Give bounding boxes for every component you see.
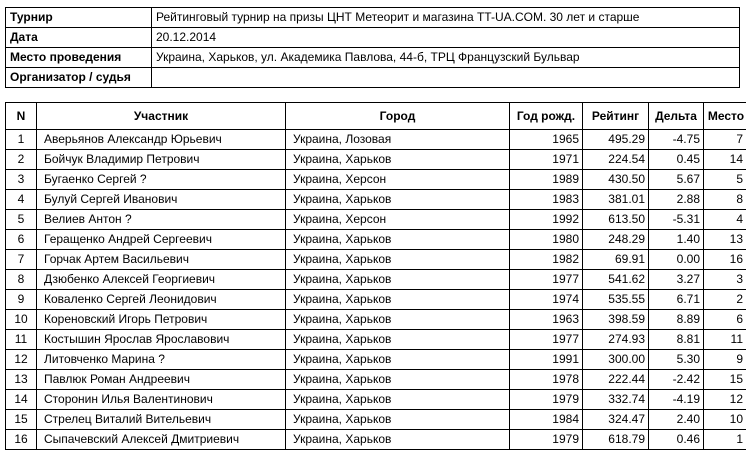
info-row-organizer bbox=[6, 68, 740, 88]
cell-rating: 69.91 bbox=[583, 250, 649, 270]
cell-rating: 618.79 bbox=[583, 430, 649, 450]
column-header-city: Город bbox=[286, 103, 510, 130]
cell-rating: 274.93 bbox=[583, 330, 649, 350]
cell-participant: Костышин Ярослав Ярославович bbox=[37, 330, 286, 350]
cell-birth-year: 1982 bbox=[510, 250, 583, 270]
cell-city: Украина, Харьков bbox=[286, 330, 510, 350]
column-header-place: Место bbox=[704, 103, 746, 130]
cell-city: Украина, Херсон bbox=[286, 170, 510, 190]
cell-number: 13 bbox=[6, 370, 37, 390]
info-label: Место проведения bbox=[6, 48, 152, 68]
cell-birth-year: 1977 bbox=[510, 270, 583, 290]
info-value: 20.12.2014 bbox=[152, 28, 740, 48]
cell-number: 16 bbox=[6, 430, 37, 450]
cell-number: 5 bbox=[6, 210, 37, 230]
cell-delta: 0.46 bbox=[649, 430, 704, 450]
column-header-birth-year: Год рожд. bbox=[510, 103, 583, 130]
cell-delta: 0.45 bbox=[649, 150, 704, 170]
cell-city: Украина, Харьков bbox=[286, 290, 510, 310]
table-row bbox=[6, 250, 746, 270]
cell-participant: Геращенко Андрей Сергеевич bbox=[37, 230, 286, 250]
cell-number: 15 bbox=[6, 410, 37, 430]
cell-place: 7 bbox=[704, 130, 746, 150]
cell-delta: 3.27 bbox=[649, 270, 704, 290]
table-row bbox=[6, 130, 746, 150]
cell-birth-year: 1980 bbox=[510, 230, 583, 250]
cell-city: Украина, Харьков bbox=[286, 150, 510, 170]
cell-delta: 8.89 bbox=[649, 310, 704, 330]
cell-birth-year: 1979 bbox=[510, 430, 583, 450]
cell-delta: 1.40 bbox=[649, 230, 704, 250]
cell-delta: 0.00 bbox=[649, 250, 704, 270]
cell-rating: 541.62 bbox=[583, 270, 649, 290]
cell-delta: 5.30 bbox=[649, 350, 704, 370]
cell-delta: 5.67 bbox=[649, 170, 704, 190]
cell-city: Украина, Харьков bbox=[286, 350, 510, 370]
cell-place: 13 bbox=[704, 230, 746, 250]
cell-city: Украина, Харьков bbox=[286, 230, 510, 250]
cell-place: 12 bbox=[704, 390, 746, 410]
cell-delta: -5.31 bbox=[649, 210, 704, 230]
cell-participant: Горчак Артем Васильевич bbox=[37, 250, 286, 270]
cell-rating: 430.50 bbox=[583, 170, 649, 190]
table-row bbox=[6, 290, 746, 310]
cell-participant: Сторонин Илья Валентинович bbox=[37, 390, 286, 410]
tournament-info-table bbox=[5, 7, 740, 88]
cell-city: Украина, Харьков bbox=[286, 310, 510, 330]
cell-number: 12 bbox=[6, 350, 37, 370]
cell-birth-year: 1984 bbox=[510, 410, 583, 430]
cell-place: 4 bbox=[704, 210, 746, 230]
cell-place: 16 bbox=[704, 250, 746, 270]
cell-participant: Велиев Антон ? bbox=[37, 210, 286, 230]
cell-number: 14 bbox=[6, 390, 37, 410]
cell-delta: -4.75 bbox=[649, 130, 704, 150]
results-body bbox=[6, 130, 746, 450]
cell-rating: 324.47 bbox=[583, 410, 649, 430]
table-row bbox=[6, 190, 746, 210]
cell-delta: 2.88 bbox=[649, 190, 704, 210]
info-row-date bbox=[6, 28, 740, 48]
cell-rating: 222.44 bbox=[583, 370, 649, 390]
cell-place: 9 bbox=[704, 350, 746, 370]
cell-city: Украина, Харьков bbox=[286, 410, 510, 430]
cell-delta: 8.81 bbox=[649, 330, 704, 350]
info-row-venue bbox=[6, 48, 740, 68]
cell-place: 14 bbox=[704, 150, 746, 170]
cell-city: Украина, Харьков bbox=[286, 250, 510, 270]
cell-participant: Булуй Сергей Иванович bbox=[37, 190, 286, 210]
cell-participant: Кореновский Игорь Петрович bbox=[37, 310, 286, 330]
table-row bbox=[6, 350, 746, 370]
table-row bbox=[6, 230, 746, 250]
cell-participant: Бойчук Владимир Петрович bbox=[37, 150, 286, 170]
cell-rating: 248.29 bbox=[583, 230, 649, 250]
cell-birth-year: 1979 bbox=[510, 390, 583, 410]
cell-birth-year: 1963 bbox=[510, 310, 583, 330]
column-header-rating: Рейтинг bbox=[583, 103, 649, 130]
column-header-delta: Дельта bbox=[649, 103, 704, 130]
info-row-tournament bbox=[6, 8, 740, 28]
cell-number: 10 bbox=[6, 310, 37, 330]
info-value bbox=[152, 68, 740, 88]
cell-delta: -4.19 bbox=[649, 390, 704, 410]
cell-number: 2 bbox=[6, 150, 37, 170]
cell-participant: Бугаенко Сергей ? bbox=[37, 170, 286, 190]
cell-rating: 381.01 bbox=[583, 190, 649, 210]
cell-number: 11 bbox=[6, 330, 37, 350]
table-row bbox=[6, 390, 746, 410]
cell-city: Украина, Харьков bbox=[286, 190, 510, 210]
cell-rating: 224.54 bbox=[583, 150, 649, 170]
cell-place: 2 bbox=[704, 290, 746, 310]
table-row bbox=[6, 410, 746, 430]
column-header-n: N bbox=[6, 103, 37, 130]
cell-birth-year: 1989 bbox=[510, 170, 583, 190]
cell-number: 4 bbox=[6, 190, 37, 210]
cell-number: 9 bbox=[6, 290, 37, 310]
info-label: Турнир bbox=[6, 8, 152, 28]
cell-delta: -2.42 bbox=[649, 370, 704, 390]
table-row bbox=[6, 430, 746, 450]
cell-rating: 300.00 bbox=[583, 350, 649, 370]
cell-place: 6 bbox=[704, 310, 746, 330]
cell-rating: 613.50 bbox=[583, 210, 649, 230]
results-header-row bbox=[6, 103, 746, 130]
cell-place: 8 bbox=[704, 190, 746, 210]
table-row bbox=[6, 270, 746, 290]
cell-participant: Стрелец Виталий Вительевич bbox=[37, 410, 286, 430]
cell-place: 3 bbox=[704, 270, 746, 290]
table-row bbox=[6, 210, 746, 230]
cell-birth-year: 1991 bbox=[510, 350, 583, 370]
table-row bbox=[6, 150, 746, 170]
cell-participant: Сыпачевский Алексей Дмитриевич bbox=[37, 430, 286, 450]
cell-birth-year: 1971 bbox=[510, 150, 583, 170]
cell-city: Украина, Лозовая bbox=[286, 130, 510, 150]
info-value: Рейтинговый турнир на призы ЦНТ Метеорит и магазина TT-UA.COM. 30 лет и старше bbox=[152, 8, 740, 28]
cell-rating: 535.55 bbox=[583, 290, 649, 310]
cell-delta: 6.71 bbox=[649, 290, 704, 310]
cell-city: Украина, Херсон bbox=[286, 210, 510, 230]
cell-participant: Аверьянов Александр Юрьевич bbox=[37, 130, 286, 150]
cell-place: 11 bbox=[704, 330, 746, 350]
cell-birth-year: 1978 bbox=[510, 370, 583, 390]
cell-number: 6 bbox=[6, 230, 37, 250]
cell-birth-year: 1965 bbox=[510, 130, 583, 150]
cell-participant: Литовченко Марина ? bbox=[37, 350, 286, 370]
cell-birth-year: 1977 bbox=[510, 330, 583, 350]
column-header-participant: Участник bbox=[37, 103, 286, 130]
table-row bbox=[6, 310, 746, 330]
info-label: Дата bbox=[6, 28, 152, 48]
results-table bbox=[5, 102, 746, 450]
cell-place: 10 bbox=[704, 410, 746, 430]
cell-city: Украина, Харьков bbox=[286, 430, 510, 450]
cell-place: 5 bbox=[704, 170, 746, 190]
info-value: Украина, Харьков, ул. Академика Павлова, 44-б, ТРЦ Французский Бульвар bbox=[152, 48, 740, 68]
cell-number: 3 bbox=[6, 170, 37, 190]
table-row bbox=[6, 330, 746, 350]
cell-delta: 2.40 bbox=[649, 410, 704, 430]
cell-birth-year: 1992 bbox=[510, 210, 583, 230]
cell-birth-year: 1983 bbox=[510, 190, 583, 210]
cell-place: 15 bbox=[704, 370, 746, 390]
cell-city: Украина, Харьков bbox=[286, 370, 510, 390]
cell-place: 1 bbox=[704, 430, 746, 450]
cell-number: 8 bbox=[6, 270, 37, 290]
cell-rating: 398.59 bbox=[583, 310, 649, 330]
cell-number: 7 bbox=[6, 250, 37, 270]
cell-participant: Павлюк Роман Андреевич bbox=[37, 370, 286, 390]
cell-rating: 332.74 bbox=[583, 390, 649, 410]
info-label: Организатор / судья bbox=[6, 68, 152, 88]
cell-city: Украина, Харьков bbox=[286, 390, 510, 410]
table-row bbox=[6, 370, 746, 390]
cell-participant: Коваленко Сергей Леонидович bbox=[37, 290, 286, 310]
table-row bbox=[6, 170, 746, 190]
cell-city: Украина, Харьков bbox=[286, 270, 510, 290]
cell-rating: 495.29 bbox=[583, 130, 649, 150]
cell-birth-year: 1974 bbox=[510, 290, 583, 310]
cell-participant: Дзюбенко Алексей Георгиевич bbox=[37, 270, 286, 290]
cell-number: 1 bbox=[6, 130, 37, 150]
